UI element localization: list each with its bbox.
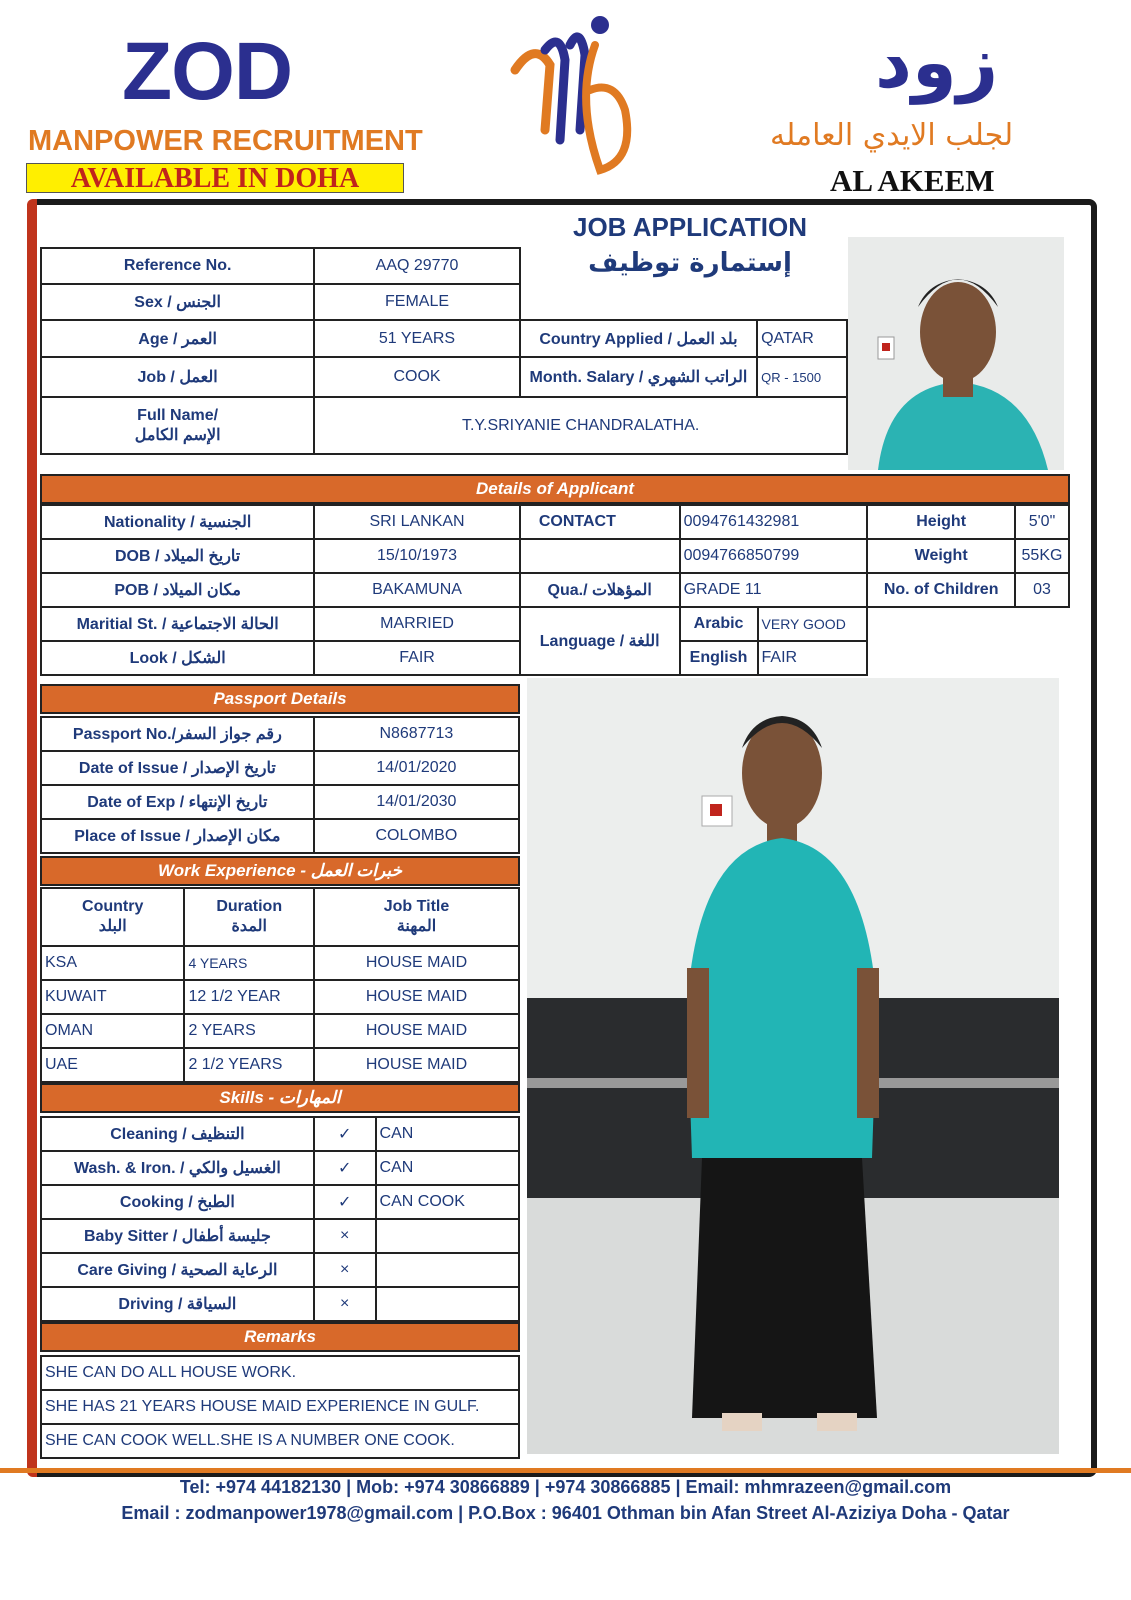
table-row	[41, 1287, 519, 1321]
cross-icon: ×	[314, 1287, 376, 1321]
skill-note	[376, 1219, 519, 1253]
children-value: 03	[1015, 573, 1069, 607]
work-duration: 2 YEARS	[184, 1014, 314, 1048]
skill-note	[376, 1253, 519, 1287]
country-header-ar: البلد	[98, 918, 127, 935]
skill-note	[376, 1287, 519, 1321]
arabic-brand: زود	[875, 20, 999, 104]
duration-header-ar: المدة	[231, 918, 267, 935]
fullname-value: T.Y.SRIYANIE CHANDRALATHA.	[314, 397, 847, 454]
applicant-full-photo	[527, 678, 1059, 1454]
skill-label: Cooking / الطبخ	[41, 1185, 314, 1219]
company-name: AL AKEEM	[830, 163, 995, 198]
age-label: Age / العمر	[41, 320, 314, 357]
table-row	[41, 980, 519, 1014]
duration-header	[184, 888, 314, 946]
pob-label: POB / مكان الميلاد	[41, 573, 314, 607]
passport-no-label: Passport No./رقم جواز السفر	[41, 717, 314, 751]
page-title-arabic: إستمارة توظيف	[588, 248, 792, 278]
look-label: Look / الشكل	[41, 641, 314, 675]
job-title-header-en: Job Title	[383, 898, 450, 915]
issue-place-label: Place of Issue / مكان الإصدار	[41, 819, 314, 853]
footer-divider	[0, 1468, 1131, 1473]
table-row	[41, 1219, 519, 1253]
passport-table	[40, 716, 520, 854]
issue-place-value: COLOMBO	[314, 819, 519, 853]
qualification-value: GRADE 11	[680, 573, 868, 607]
work-title: HOUSE MAID	[314, 1048, 519, 1082]
skill-note: CAN COOK	[376, 1185, 519, 1219]
issue-date-label: Date of Issue / تاريخ الإصدار	[41, 751, 314, 785]
job-value: COOK	[314, 357, 519, 397]
country-header	[41, 888, 184, 946]
salary-label: Month. Salary / الراتب الشهري	[520, 357, 757, 397]
remarks-band: Remarks	[40, 1322, 520, 1352]
footer-contacts: Tel: +974 44182130 | Mob: +974 30866889 | +974 30866885 | Email: mhmrazeen@gmail.com	[179, 1477, 952, 1497]
expiry-date-label: Date of Exp / تاريخ الإنتهاء	[41, 785, 314, 819]
dob-value: 15/10/1973	[314, 539, 520, 573]
weight-value: 55KG	[1015, 539, 1069, 573]
check-icon: ✓	[314, 1151, 376, 1185]
contact-2: 0094766850799	[680, 539, 868, 573]
applicant-portrait-photo	[848, 237, 1064, 470]
skill-note: CAN	[376, 1151, 519, 1185]
expiry-date-value: 14/01/2030	[314, 785, 519, 819]
country-header-en: Country	[82, 898, 144, 915]
passport-band: Passport Details	[40, 684, 520, 714]
nationality-value: SRI LANKAN	[314, 505, 520, 539]
work-country: UAE	[41, 1048, 184, 1082]
fullname-label-ar: الإسم الكامل	[134, 426, 221, 444]
table-row	[41, 1014, 519, 1048]
remark-line: SHE HAS 21 YEARS HOUSE MAID EXPERIENCE IN GULF.	[41, 1390, 519, 1424]
english-value: FAIR	[758, 641, 868, 675]
check-icon: ✓	[314, 1185, 376, 1219]
arabic-tagline: لجلب الايدي العامله	[770, 118, 1014, 153]
height-value: 5'0"	[1015, 505, 1069, 539]
work-title: HOUSE MAID	[314, 980, 519, 1014]
skill-label: Care Giving / الرعاية الصحية	[41, 1253, 314, 1287]
contact-1: 0094761432981	[680, 505, 868, 539]
skills-band: Skills - المهارات	[40, 1083, 520, 1113]
age-value: 51 YEARS	[314, 320, 519, 357]
list-item	[41, 1390, 519, 1424]
reference-label: Reference No.	[41, 248, 314, 284]
table-row	[41, 1185, 519, 1219]
list-item	[41, 1356, 519, 1390]
weight-label: Weight	[867, 539, 1015, 573]
job-label: Job / العمل	[41, 357, 314, 397]
dob-label: DOB / تاريخ الميلاد	[41, 539, 314, 573]
work-duration: 12 1/2 YEAR	[184, 980, 314, 1014]
company-logo-icon	[505, 10, 645, 180]
qualification-label: Qua./ المؤهلات	[520, 573, 680, 607]
duration-header-en: Duration	[216, 898, 283, 915]
skills-table	[40, 1116, 520, 1322]
height-label: Height	[867, 505, 1015, 539]
check-icon: ✓	[314, 1117, 376, 1151]
salary-value: QR - 1500	[757, 357, 847, 397]
table-row	[41, 1253, 519, 1287]
work-experience-table	[40, 887, 520, 1083]
reference-value: AAQ 29770	[314, 248, 519, 284]
cross-icon: ×	[314, 1253, 376, 1287]
table-row	[41, 1117, 519, 1151]
footer-address: Email : zodmanpower1978@gmail.com | P.O.Box : 96401 Othman bin Afan Street Al-Aziziya Doha - Qatar	[121, 1503, 1010, 1523]
nationality-label: Nationality / الجنسية	[41, 505, 314, 539]
skill-label: Cleaning / التنظيف	[41, 1117, 314, 1151]
skill-note: CAN	[376, 1117, 519, 1151]
job-title-header	[314, 888, 519, 946]
work-country: KSA	[41, 946, 184, 980]
marital-label: Maritial St. / الحالة الاجتماعية	[41, 607, 314, 641]
table-row	[41, 946, 519, 980]
english-label: English	[680, 641, 758, 675]
work-country: OMAN	[41, 1014, 184, 1048]
cross-icon: ×	[314, 1219, 376, 1253]
work-experience-band: Work Experience - خبرات العمل	[40, 856, 520, 886]
remark-line: SHE CAN DO ALL HOUSE WORK.	[41, 1356, 519, 1390]
table-row	[41, 1151, 519, 1185]
pob-value: BAKAMUNA	[314, 573, 520, 607]
language-label: Language / اللغة	[520, 607, 680, 675]
brand-logo-text: ZOD	[122, 26, 293, 117]
sex-label: Sex / الجنس	[41, 284, 314, 320]
look-value: FAIR	[314, 641, 520, 675]
sex-value: FEMALE	[314, 284, 519, 320]
fullname-label-en: Full Name/	[137, 406, 219, 424]
top-info-table	[40, 247, 848, 455]
contact-label: CONTACT	[520, 505, 680, 539]
work-country: KUWAIT	[41, 980, 184, 1014]
availability-banner: AVAILABLE IN DOHA	[26, 163, 404, 193]
page-title: JOB APPLICATION	[572, 212, 807, 242]
fullname-label	[41, 397, 314, 454]
skill-label: Wash. & Iron. / الغسيل والكي	[41, 1151, 314, 1185]
issue-date-value: 14/01/2020	[314, 751, 519, 785]
arabic-label: Arabic	[680, 607, 758, 641]
country-applied-value: QATAR	[757, 320, 847, 357]
work-title: HOUSE MAID	[314, 946, 519, 980]
country-applied-label: Country Applied / بلد العمل	[520, 320, 757, 357]
work-title: HOUSE MAID	[314, 1014, 519, 1048]
job-title-header-ar: المهنة	[396, 918, 437, 935]
table-row	[41, 1048, 519, 1082]
arabic-value: VERY GOOD	[758, 607, 868, 641]
skill-label: Baby Sitter / جليسة أطفال	[41, 1219, 314, 1253]
work-duration: 4 YEARS	[184, 946, 314, 980]
passport-no-value: N8687713	[314, 717, 519, 751]
work-duration: 2 1/2 YEARS	[184, 1048, 314, 1082]
remark-line: SHE CAN COOK WELL.SHE IS A NUMBER ONE COOK.	[41, 1424, 519, 1458]
marital-value: MARRIED	[314, 607, 520, 641]
brand-tagline: MANPOWER RECRUITMENT	[28, 125, 423, 157]
details-table	[40, 504, 1070, 676]
frame-accent	[27, 199, 37, 1477]
details-band: Details of Applicant	[40, 474, 1070, 504]
remarks-table	[40, 1355, 520, 1459]
skill-label: Driving / السياقة	[41, 1287, 314, 1321]
children-label: No. of Children	[867, 573, 1015, 607]
list-item	[41, 1424, 519, 1458]
